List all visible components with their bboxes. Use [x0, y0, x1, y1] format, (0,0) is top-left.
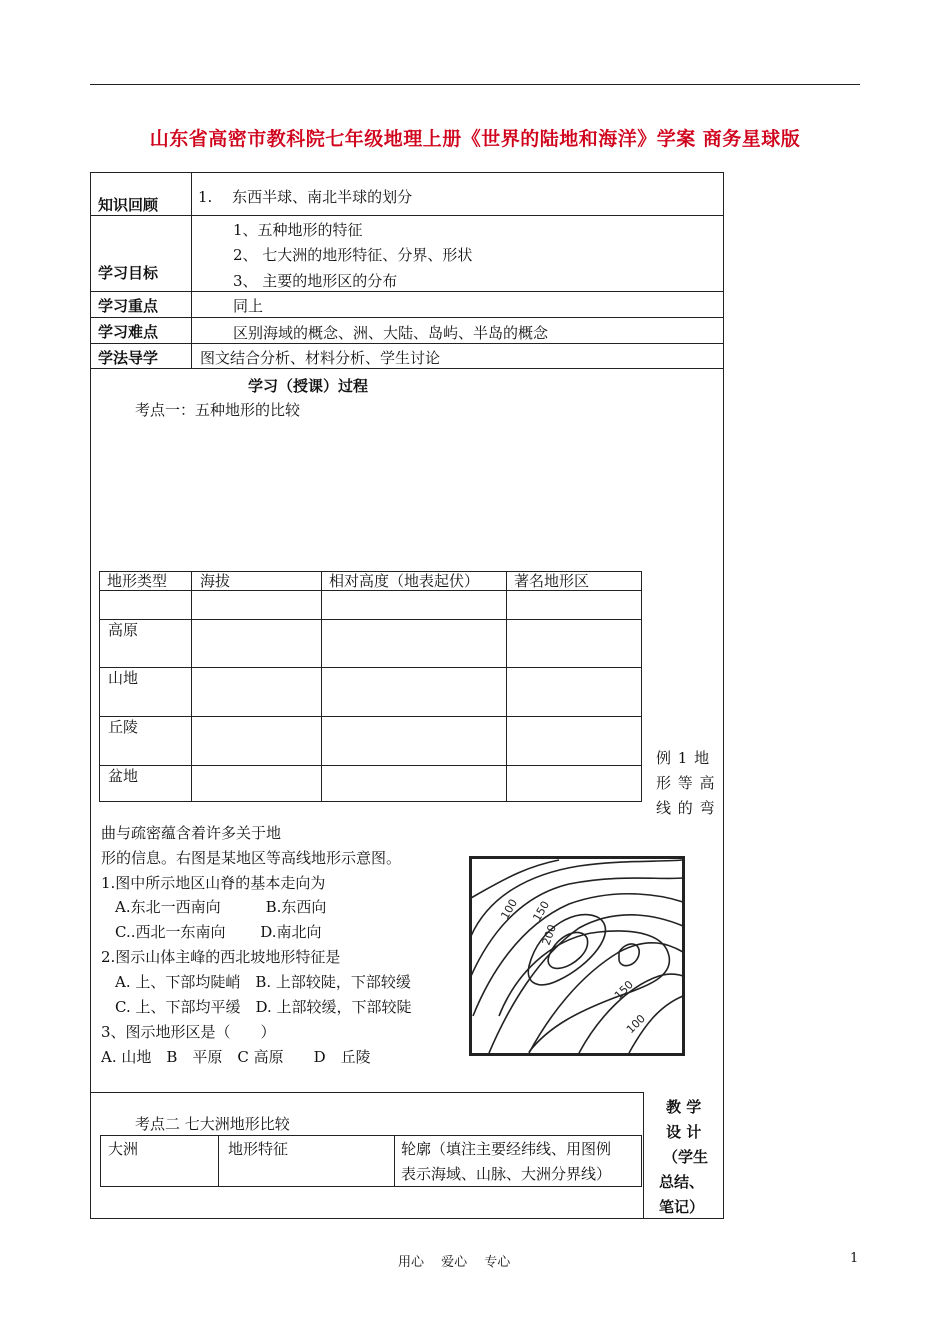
row-value-keypoint: 同上 — [233, 297, 264, 315]
landform-row-label: 高原 — [108, 621, 139, 639]
goal-item: 2、 七大洲的地形特征、分界、形状 — [233, 246, 473, 264]
continent-header: 表示海域、山脉、大洲分界线） — [401, 1165, 612, 1183]
row-value-knowledge: 1. 东西半球、南北半球的划分 — [198, 188, 413, 206]
question-line: 3、图示地形区是（ ） — [101, 1023, 276, 1041]
side-note: 设 计 — [666, 1123, 702, 1141]
header-rule — [90, 84, 860, 85]
landform-header: 著名地形区 — [514, 572, 590, 590]
question-option: A.东北一西南向 B.东西向 — [115, 898, 327, 916]
example-side-text: 形 等 高 — [656, 774, 716, 792]
continent-header: 轮廓（填注主要经纬线、用图例 — [401, 1140, 612, 1158]
landform-header: 海拔 — [200, 572, 231, 590]
contour-map — [469, 856, 685, 1056]
question-line: 2.图示山体主峰的西北坡地形特征是 — [101, 948, 341, 966]
question-option: C..西北一东南向 D.南北向 — [115, 923, 322, 941]
landform-header: 地形类型 — [107, 572, 168, 590]
side-note: 总结、 — [659, 1173, 705, 1191]
row-value-difficulty: 区别海域的概念、洲、大陆、岛屿、半岛的概念 — [233, 324, 549, 342]
contour-label: 100 — [623, 1012, 648, 1037]
process-title: 学习（授课）过程 — [248, 377, 369, 395]
row-label-knowledge: 知识回顾 — [98, 196, 159, 214]
side-note: （学生 — [663, 1148, 709, 1166]
page-title: 山东省高密市教科院七年级地理上册《世界的陆地和海洋》学案 商务星球版 — [149, 128, 801, 150]
kaodian-1: 考点一：五种地形的比较 — [135, 401, 301, 419]
landform-row-label: 山地 — [108, 669, 139, 687]
question-line: 1.图中所示地区山脊的基本走向为 — [101, 874, 326, 892]
question-option: A. 山地 B 平原 C 高原 D 丘陵 — [101, 1048, 371, 1066]
side-note: 教 学 — [666, 1098, 702, 1116]
landform-header: 相对高度（地表起伏） — [329, 572, 480, 590]
question-line: 曲与疏密蕴含着许多关于地 — [101, 824, 282, 842]
question-option: A. 上、下部均陡峭 B. 上部较陡，下部较缓 — [115, 973, 411, 991]
example-side-text: 线 的 弯 — [656, 799, 716, 817]
row-label-goals: 学习目标 — [98, 264, 159, 282]
row-label-keypoint: 学习重点 — [98, 297, 159, 315]
landform-row-label: 盆地 — [108, 767, 139, 785]
contour-label: 150 — [611, 978, 636, 1003]
row-label-method: 学法导学 — [98, 349, 159, 367]
contour-label: 200 — [539, 922, 560, 948]
continent-header: 地形特征 — [228, 1140, 289, 1158]
goal-item: 3、 主要的地形区的分布 — [233, 272, 398, 290]
page-number: 1 — [850, 1251, 859, 1266]
question-option: C. 上、下部均平缓 D. 上部较缓，下部较陡 — [115, 998, 412, 1016]
question-line: 形的信息。右图是某地区等高线地形示意图。 — [101, 849, 402, 867]
landform-table — [99, 571, 642, 802]
goal-item: 1、五种地形的特征 — [233, 221, 363, 239]
continent-header: 大洲 — [108, 1140, 139, 1158]
footer-motto: 用心 爱心 专心 — [398, 1255, 511, 1270]
contour-label: 100 — [498, 896, 521, 922]
row-label-difficulty: 学习难点 — [98, 323, 159, 341]
example-side-text: 例 1 地 — [656, 749, 711, 767]
side-note: 笔记） — [659, 1198, 705, 1216]
kaodian-2: 考点二 七大洲地形比较 — [135, 1115, 290, 1133]
landform-row-label: 丘陵 — [108, 718, 139, 736]
row-value-method: 图文结合分析、材料分析、学生讨论 — [200, 349, 441, 367]
contour-label: 150 — [530, 898, 553, 924]
